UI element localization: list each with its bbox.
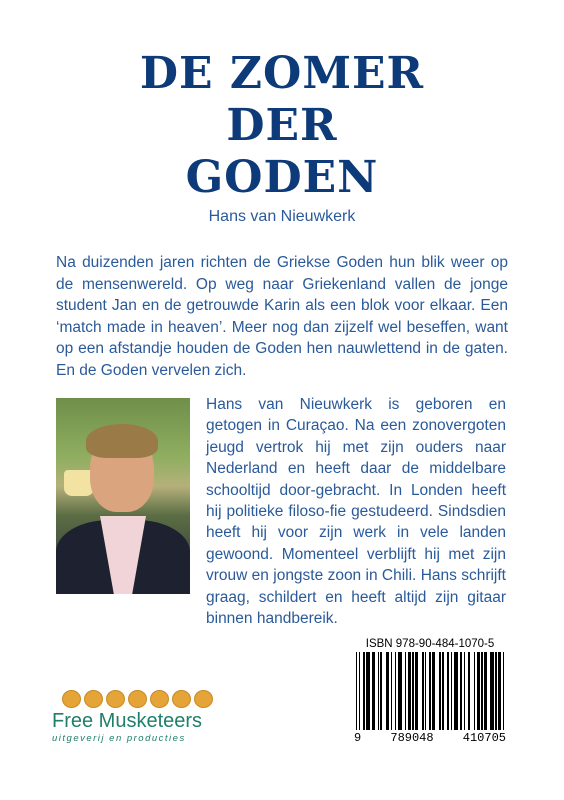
barcode-bar <box>504 652 505 730</box>
barcode-block <box>352 638 508 748</box>
publisher-name: Free Musketeers <box>52 710 203 732</box>
ean-digit-group-2: 410705 <box>462 731 506 745</box>
title-line-1: DE ZOMER <box>139 48 425 99</box>
book-title <box>0 48 564 204</box>
publisher-tagline: uitgeverij en producties <box>52 733 186 744</box>
title-line-3: GODEN <box>185 152 379 203</box>
isbn-label: ISBN 978-90-484-1070-5 <box>365 638 495 650</box>
author-bio: Hans van Nieuwkerk is geboren en getogen in Curaçao. Na een zonovergoten jeugd vertrok hij met zijn ouders naar Nederland en heeft daar de middelbare schooltijd door-gebracht. In Londen heeft hij politieke filoso-fie gestudeerd. Sindsdien heeft hij voor zijn werk in vele landen gewoond. Momenteel verblijft hij met zijn vrouw en jongste zoon in Chili. Hans schrijft graag, schildert en heeft altijd zijn gitaar binnen handbereik. <box>206 396 506 628</box>
barcode-bars <box>356 652 506 730</box>
author-name: Hans van Nieuwkerk <box>208 208 356 225</box>
musketeer-icon <box>62 690 81 708</box>
musketeer-icon <box>128 690 147 708</box>
ean-digit-first: 9 <box>354 731 362 745</box>
ean-digit-group-1: 789048 <box>390 731 434 745</box>
title-line-2: DER <box>226 100 338 151</box>
publisher-logo <box>52 690 222 744</box>
blurb-text: Na duizenden jaren richten de Griekse Goden hun blik weer op de mensenwereld. Op weg naar Griekenland vallen de jonge student Jan en de getrouwde Karin als een blok voor elkaar. Een ‘match made in heaven’. Meer nog dan zijzelf wel beseffen, want op een afstandje houden de Goden hen nauwlettend in de gaten. En de Goden vervelen zich. <box>56 254 508 379</box>
musketeer-icon <box>84 690 103 708</box>
musketeer-icon <box>172 690 191 708</box>
author-photo <box>56 398 190 594</box>
musketeer-icon <box>194 690 213 708</box>
publisher-icons <box>62 690 222 708</box>
photo-hair <box>86 424 158 458</box>
musketeer-icon <box>106 690 125 708</box>
musketeer-icon <box>150 690 169 708</box>
ean-digits <box>352 731 508 745</box>
